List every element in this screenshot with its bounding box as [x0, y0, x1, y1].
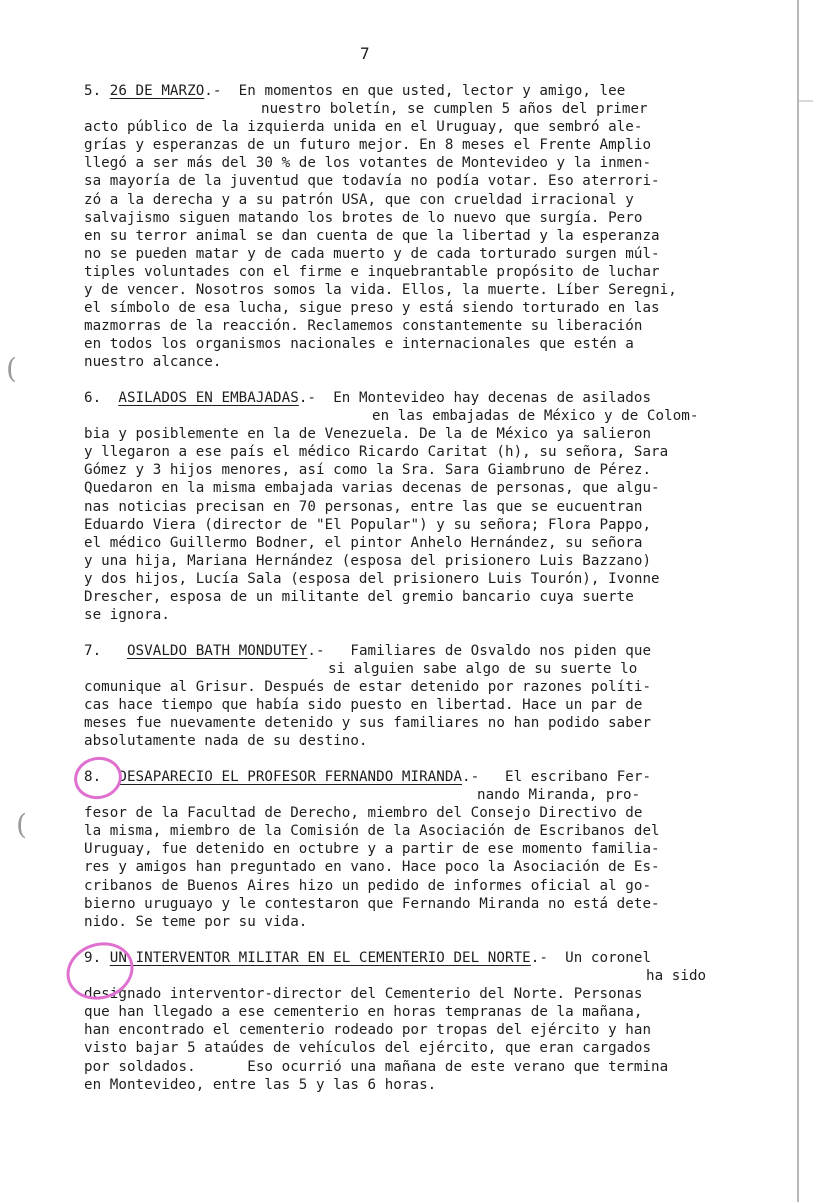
item-6-title: ASILADOS EN EMBAJADAS	[118, 390, 299, 406]
item-5-first-line: En momentos en que usted, lector y amigo, lee	[238, 83, 626, 99]
item-6-first-line: En Montevideo hay decenas de asilados	[333, 390, 652, 406]
item-6-line: el médico Guillermo Bodner, el pintor Anhelo Hernández, su señora	[84, 534, 643, 551]
item-6-sep: .-	[298, 390, 316, 406]
item-8-second-line: nando Miranda, pro-	[477, 787, 641, 804]
item-6-line: se ignora.	[84, 607, 170, 624]
item-5-line: y de vencer. Nosotros somos la vida. Ellos, la muerte. Líber Seregni,	[84, 282, 677, 299]
item-8-line: Uruguay, fue detenido en octubre y a partir de ese momento familia-	[84, 841, 660, 858]
item-5-line: en todos los organismos nacionales e internacionales que estén a	[84, 336, 634, 353]
item-7-second-line: si alguien sabe algo de su suerte lo	[328, 661, 638, 678]
item-5-second-line: nuestro boletín, se cumplen 5 años del primer	[261, 101, 648, 118]
item-5-line: salvajismo siguen matando los brotes de lo nuevo que surgía. Pero	[84, 209, 643, 226]
item-9-line: designado interventor-director del Cementerio del Norte. Personas	[84, 986, 643, 1003]
item-5-line: zó a la derecha y a su patrón USA, que con crueldad irracional y	[84, 191, 634, 208]
item-8-line: fesor de la Facultad de Derecho, miembro del Consejo Directivo de	[84, 805, 643, 822]
page-number: 7	[360, 44, 370, 63]
item-6-line: nas noticias precisan en 70 personas, entre las que se eucuentran	[84, 498, 643, 515]
item-7-title: OSVALDO BATH MONDUTEY	[126, 643, 308, 659]
item-5-title: 26 DE MARZO	[109, 83, 205, 99]
item-8	[84, 768, 784, 931]
item-6-number: 6.	[84, 390, 102, 406]
item-9-line: han encontrado el cementerio rodeado por tropas del ejército y han	[84, 1022, 652, 1039]
page-edge-rule	[797, 0, 799, 1202]
item-9-line: que han llegado a ese cementerio en horas tempranas de la mañana,	[84, 1004, 643, 1021]
item-9-sep: .-	[530, 950, 548, 966]
item-6-line: y una hija, Mariana Hernández (esposa del prisionero Luis Bazzano)	[84, 552, 652, 569]
item-6-line: Gómez y 3 hijos menores, así como la Sra. Sara Giambruno de Pérez.	[84, 462, 652, 479]
item-9	[84, 949, 784, 1094]
item-7-number: 7.	[84, 643, 102, 659]
item-7-first-line: Familiares de Osvaldo nos piden que	[350, 643, 652, 659]
item-8-sep: .-	[462, 769, 480, 785]
item-5-line: nuestro alcance.	[84, 354, 222, 371]
item-6-line: Quedaron en la misma embajada varias decenas de personas, que algu-	[84, 480, 660, 497]
item-5-number: 5.	[84, 83, 102, 99]
item-5-line: acto público de la izquierda unida en el Uruguay, que sembró ale-	[84, 119, 643, 136]
item-9-line: visto bajar 5 ataúdes de vehículos del ejército, que eran cargados	[84, 1040, 652, 1057]
item-8-line: res y amigos han preguntado en vano. Hace poco la Asociación de Es-	[84, 859, 660, 876]
punch-hole-mark: (	[6, 352, 17, 385]
item-5-line: mazmorras de la reacción. Reclamemos constantemente su liberación	[84, 318, 643, 335]
item-5-line: grías y esperanzas de un futuro mejor. En 8 meses el Frente Amplio	[84, 137, 652, 154]
item-5-sep: .-	[204, 83, 222, 99]
item-5-line: no se pueden matar y de cada muerto y de cada torturado surgen múl-	[84, 245, 660, 262]
item-8-line: cribanos de Buenos Aires hizo un pedido de informes oficial al go-	[84, 877, 652, 894]
item-8-title: DESAPARECIO EL PROFESOR FERNANDO MIRANDA	[118, 769, 463, 785]
item-5-line: llegó a ser más del 30 % de los votantes de Montevideo y la inmen-	[84, 155, 652, 172]
item-7-sep: .-	[307, 643, 325, 659]
item-9-line: por soldados. Eso ocurrió una mañana de este verano que termina	[84, 1058, 669, 1075]
item-9-first-line: Un coronel	[565, 950, 652, 966]
item-6	[84, 389, 784, 624]
item-6-line: Drescher, esposa de un militante del gremio bancario cuya suerte	[84, 589, 634, 606]
item-7-line: cas hace tiempo que había sido puesto en libertad. Hace un par de	[84, 697, 643, 714]
item-6-line: y llegaron a ese país el médico Ricardo Caritat (h), su señora, Sara	[84, 444, 669, 461]
item-9-line: en Montevideo, entre las 5 y las 6 horas.	[84, 1076, 437, 1093]
page-edge-tick	[799, 100, 813, 102]
item-7-line: absolutamente nada de su destino.	[84, 733, 368, 750]
item-7-line: meses fue nuevamente detenido y sus familiares no han podido saber	[84, 715, 652, 732]
item-5-line: tiples voluntades con el firme e inquebrantable propósito de luchar	[84, 263, 660, 280]
item-8-first-line: El escribano Fer-	[505, 769, 652, 785]
item-9-title: UN INTERVENTOR MILITAR EN EL CEMENTERIO DEL NORTE	[109, 950, 531, 966]
item-5	[84, 82, 784, 372]
item-7-line: comunique al Grisur. Después de estar detenido por razones políti-	[84, 679, 652, 696]
item-5-line: en su terror animal se dan cuenta de que la libertad y la esperanza	[84, 227, 660, 244]
item-6-line: Eduardo Viera (director de "El Popular") y su señora; Flora Pappo,	[84, 516, 652, 533]
item-8-line: nido. Se teme por su vida.	[84, 913, 308, 930]
item-7	[84, 642, 784, 751]
item-5-line: el símbolo de esa lucha, sigue preso y está siendo torturado en las	[84, 300, 660, 317]
item-8-number: 8.	[84, 769, 102, 785]
item-8-line: la misma, miembro de la Comisión de la Asociación de Escribanos del	[84, 823, 660, 840]
item-9-number: 9.	[84, 950, 102, 966]
item-5-line: sa mayoría de la juventud que todavía no podía votar. Eso aterrori-	[84, 173, 660, 190]
item-6-line: bia y posiblemente en la de Venezuela. De la de México ya salieron	[84, 426, 652, 443]
item-6-line: y dos hijos, Lucía Sala (esposa del prisionero Luis Tourón), Ivonne	[84, 570, 660, 587]
item-9-second-line: ha sido	[646, 968, 707, 985]
item-6-second-line: en las embajadas de México y de Colom-	[372, 408, 699, 425]
punch-hole-mark: (	[16, 808, 27, 841]
item-8-line: bierno uruguayo y le contestaron que Fernando Miranda no está dete-	[84, 895, 660, 912]
